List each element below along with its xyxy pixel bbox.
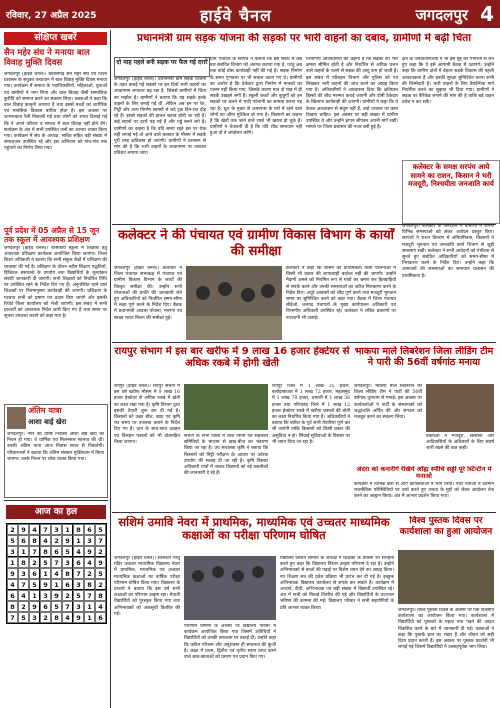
sudoku-cell: 5: [95, 568, 106, 579]
sudoku-cell: 7: [40, 524, 51, 535]
lead-headline: प्रधानमंत्री ग्राम सड़क योजना की सड़कों पर भारी वाहनों का दबाव, ग्रामीणों में बढ़ी चिंता: [137, 33, 471, 44]
kharif-headline: रायपुर संभाग में इस बार खरीफ में 9 लाख 16 हजार हेक्टेयर से अधिक रकबे में होगी खेती: [114, 346, 350, 369]
sudoku-cell: 1: [29, 590, 40, 601]
cpiml-col3: कार्यक्रम में विभिन्न क्षेत्रों से आए कार्यकर्ताओं ने भाग लिया। पार्टी नेताओं ने वर्तमान राजनीतिक परिस्थितियों पर चर्चा करते हुए जनता के मुद्दों को लेकर आंदोलन तेज करने का आह्वान किया। अंत में आभार प्रदर्शन किया गया।: [354, 482, 494, 500]
sudoku-cell: 3: [51, 524, 62, 535]
sudoku-cell: 2: [7, 524, 18, 535]
sudoku-cell: 9: [18, 524, 29, 535]
cpiml-photo: [426, 384, 494, 432]
sudoku-cell: 1: [84, 601, 95, 612]
sudoku-cell: 9: [95, 557, 106, 568]
column-rule: [110, 30, 111, 708]
sudoku-cell: 4: [7, 579, 18, 590]
right-box-headline: कलेक्टर के समक्ष सरपंच आये सामने का राशन, किसान ने भरी मजदूरी, निश्चयीता जनजाति कार्य: [402, 160, 500, 224]
sudoku-cell: 6: [18, 535, 29, 546]
lead-subhead: दो माह पहले बनी सड़क पर फैल गई दरारें: [114, 57, 210, 77]
sudoku-cell: 8: [29, 535, 40, 546]
kharif-col1: रायपुर (हाईवे चैनल)। रायपुर संभाग में इस वर्ष खरीफ मौसम में 9 लाख 16 हजार हेक्टेयर से अधिक रकबे में खेती का लक्ष्य रखा गया है। कृषि विभाग द्वारा इसकी तैयारी शुरू कर दी गई है। किसानों को उन्नत बीज, खाद एवं कृषि यंत्र समय पर उपलब्ध कराने के निर्देश दिए गए हैं। धान के साथ-साथ दलहन एवं तिलहन फसलों को भी प्रोत्साहित किया जाएगा।: [114, 384, 180, 445]
cpiml-subhead: अंदरा को कनारीगे रेखिये आँह्म स्पौचि सड्डी पूरे स्टिन्टीन में मनाओ: [356, 466, 492, 480]
sudoku-cell: 3: [62, 557, 73, 568]
sudoku-cell: 2: [62, 590, 73, 601]
obituary-name: आशा बाई खेरा: [28, 418, 67, 426]
sudoku-cell: 1: [62, 524, 73, 535]
sudoku-cell: 3: [7, 546, 18, 557]
sudoku-cell: 9: [84, 546, 95, 557]
sudoku-cell: 9: [40, 579, 51, 590]
lead-col4: क्षेत्र के जनप्रतिनिधियों ने भी इस मुद्दे को गंभीरता से लेते हुए कहा कि वे इसे आगामी बैठक में उठाएंगे। उन्होंने कहा कि ग्रामीण क्षेत्रों में बेहतर सड़कें विकास की पहली आवश्यकता हैं और इनकी सुरक्षा सुनिश्चित करना सभी की जिम्मेदारी है। भारी वाहनों के लिए वैकल्पिक मार्ग निर्धारित करने का सुझाव भी दिया गया। ग्रामीणों ने सड़क पर बैरिकेड लगाने की मांग की है ताकि बड़े वाहन प्रवेश न कर सकें।: [402, 57, 494, 106]
sudoku-cell: 6: [51, 546, 62, 557]
sudoku-cell: 8: [95, 590, 106, 601]
sudoku-cell: 9: [29, 601, 40, 612]
sudoku-cell: 3: [73, 579, 84, 590]
sudoku-cell: 6: [40, 601, 51, 612]
brief-story-headline: सैन महेर संघ ने मनाया बाल विवाह मुक्ति दिवस: [4, 48, 90, 68]
sudoku-cell: 5: [73, 590, 84, 601]
sudoku-cell: 9: [73, 612, 84, 623]
exam-result-headline: सशिमं उमावि नेवरा में प्राथमिक, माध्यमिक एवं उच्चतर माध्यमिक कक्षाओं का परीक्षा परिणाम घोषित: [118, 516, 390, 542]
sudoku-cell: 4: [95, 601, 106, 612]
sudoku-cell: 1: [7, 557, 18, 568]
sudoku-cell: 3: [40, 590, 51, 601]
sudoku-cell: 8: [73, 524, 84, 535]
sudoku-cell: 5: [29, 579, 40, 590]
sudoku-cell: 7: [95, 535, 106, 546]
kharif-col2: संभाग के सभी जिलों में बीज निगम एवं सहकारी समितियों के माध्यम से खाद-बीज का भंडारण किया जा रहा है। उप संचालक कृषि ने बताया कि किसानों को मिट्टी परीक्षण के आधार पर उर्वरक उपयोग की सलाह दी जा रही है। कृषि विस्तार अधिकारी गांवों में जाकर किसानों को नई तकनीकों की जानकारी दे रहे हैं।: [184, 434, 268, 477]
sudoku-cell: 2: [95, 579, 106, 590]
exam-col1: जगदलपुर (हाईवे चैनल)। सरस्वती शिशु मंदिर उच्चतर माध्यमिक विद्यालय नेवरा में प्राथमिक, माध्यमिक एवं उच्चतर माध्यमिक कक्षाओं का वार्षिक परीक्षा परिणाम घोषित किया गया। विद्यालय के प्राचार्य ने बताया कि इस वर्ष सभी कक्षाओं का परिणाम उत्कृष्ट रहा। मेधावी विद्यार्थियों को पुरस्कृत किया गया तथा अभिभावकों को अंकसूची वितरित की गई।: [114, 556, 180, 617]
field-photo: [184, 384, 268, 430]
collector-review-headline: कलेक्टर ने की पंचायत एवं ग्रामीण विकास विभाग के कार्यों की समीक्षा: [117, 228, 395, 259]
sudoku-cell: 7: [7, 612, 18, 623]
section-rule: [112, 512, 496, 513]
cpiml-col1: जगदलपुर। भाकपा माले लिबरेशन की जिला लीडिंग टीम ने पार्टी की 56वीं वर्षगांठ धूमधाम से मनाई। इस अवसर पर कार्यकर्ताओं ने पार्टी के संस्थापकों को श्रद्धांजलि अर्पित की और संगठन को मजबूत करने का संकल्प लिया।: [354, 384, 422, 421]
sudoku-cell: 1: [84, 612, 95, 623]
sudoku-cell: 3: [29, 612, 40, 623]
section-rule: [112, 342, 496, 343]
sudoku-cell: 8: [51, 612, 62, 623]
sudoku-cell: 7: [62, 601, 73, 612]
sudoku-cell: 5: [51, 601, 62, 612]
sudoku-cell: 3: [18, 568, 29, 579]
collector-col3: जगदलपुर। कलेक्टर के जनदर्शन में ग्रामीणों ने अपनी विभिन्न समस्याओं को लेकर आवेदन प्रस्तुत किए। सरपंचों ने राशन वितरण में अनियमितता, किसानों ने मजदूरी भुगतान एवं जनजाति कार्य विभाग से जुड़ी समस्याएं रखीं। कलेक्टर ने सभी आवेदनों को गंभीरता से सुनते हुए संबंधित अधिकारियों को समय-सीमा में निराकरण करने के निर्देश दिए। उन्होंने कहा कि आमजनों की समस्याओं का समाधान प्रशासन की प्राथमिकता है।: [402, 224, 494, 279]
page-number: 4: [480, 2, 494, 26]
book-day-photo: [398, 550, 494, 604]
obituary-body: जगदलपुर। नगर की वरिष्ठ निवासी आशा बाई खेरा का निधन हो गया। वे धार्मिक एवं मिलनसार स्वभाव की थीं। उनकी अंतिम यात्रा आज निवास स्थान से निकलेगी। परिवारजनों ने बताया कि अंतिम संस्कार मुक्तिधाम में किया जाएगा। उनके निधन पर शोक व्यक्त किया गया।: [7, 432, 104, 462]
sudoku-cell: 2: [29, 557, 40, 568]
sudoku-cell: 1: [51, 579, 62, 590]
exam-col2: परिणाम घोषणा के अवसर पर विद्यालय परिसर में कार्यक्रम आयोजित किया गया जिसमें अतिथियों ने विद्यार्थियों को उनकी सफलता पर बधाई दी। उन्होंने कहा कि कठिन परिश्रम और अनुशासन ही सफलता की कुंजी है। कक्षा में प्रथम, द्वितीय एवं तृतीय स्थान प्राप्त करने वाले छात्र-छात्राओं को प्रमाण पत्र प्रदान किए गए।: [184, 624, 276, 661]
sudoku-cell: 4: [51, 568, 62, 579]
sudoku-cell: 5: [95, 524, 106, 535]
sudoku-cell: 2: [51, 535, 62, 546]
collector-col1: जगदलपुर (हाईवे चैनल)। कलेक्टर ने जिला पंचायत सभाकक्ष में पंचायत एवं ग्रामीण विकास विभाग के कार्यों की विस्तृत समीक्षा की। उन्होंने सभी योजनाओं की प्रगति की जानकारी लेते हुए अधिकारियों को निर्धारित समय-सीमा में लक्ष्य पूर्ण करने के निर्देश दिए। बैठक में प्रधानमंत्री आवास योजना, मनरेगा एवं स्वच्छ भारत मिशन की समीक्षा हुई।: [114, 266, 182, 321]
sudoku-cell: 2: [40, 612, 51, 623]
sudoku-cell: 6: [62, 579, 73, 590]
book-day-body: जगदलपुर। विश्व पुस्तक दिवस के अवसर पर एक दिवसीय कार्यशाला का आयोजन किया गया। कार्यशाला में विद्यार्थियों को पुस्तकों के महत्व तथा पढ़ने की आदत विकसित करने के बारे में जानकारी दी गई। वक्ताओं ने कहा कि पुस्तकें ज्ञान का भंडार हैं और जीवन को सही दिशा प्रदान करती हैं। इस अवसर पर पुस्तक प्रदर्शनी भी लगाई गई जिसमें विद्यार्थियों ने उत्साहपूर्वक भाग लिया।: [398, 608, 494, 651]
sudoku-cell: 3: [73, 601, 84, 612]
sudoku-cell: 6: [7, 590, 18, 601]
sudoku-cell: 2: [95, 546, 106, 557]
sudoku-cell: 8: [7, 601, 18, 612]
sudoku-cell: 9: [62, 535, 73, 546]
obituary-photo: [7, 407, 26, 429]
masthead: [0, 0, 500, 28]
sudoku-cell: 4: [73, 546, 84, 557]
sudoku-cell: 2: [84, 568, 95, 579]
sudoku-cell: 1: [18, 546, 29, 557]
sudoku-puzzle: [6, 505, 106, 703]
obituary-label: अंतिम यात्रा: [28, 406, 62, 415]
book-day-headline: विश्व पुस्तक दिवस पर कार्यशाला का हुआ आयोजन: [399, 516, 493, 537]
exam-col3: विद्यालय प्रबंधन समिति के अध्यक्ष ने शिक्षकों के प्रयासों की सराहना करते हुए कहा कि विद्यालय निरंतर उत्कृष्ट परिणाम दे रहा है। उन्होंने अभिभावकों से बच्चों की पढ़ाई पर विशेष ध्यान देने का आग्रह किया। नए शिक्षण सत्र की प्रवेश प्रक्रिया भी प्रारंभ कर दी गई है। इच्छुक अभिभावक विद्यालय कार्यालय से संपर्क कर सकते हैं। कार्यक्रम में आचार्य, दीदी, अभिभावक एवं बड़ी संख्या में विद्यार्थी उपस्थित रहे। अंत में सभी को मिठाई वितरित की गई और विद्यार्थियों के उज्ज्वल भविष्य की कामना की गई। विद्यालय परिवार ने सभी सहयोगियों के प्रति आभार व्यक्त किया।: [280, 556, 394, 611]
lead-col2: ग्राम पंचायत के सरपंच ने बताया कि इस संबंध में कई बार संबंधित विभाग को अवगत कराया गया है, परंतु अब तक कोई ठोस कार्यवाही नहीं की गई है। सड़क निर्माण के समय गुणवत्ता पर भी सवाल उठाए गए थे। ग्रामीणों का आरोप है कि ठेकेदार द्वारा निर्माण में मानकों का पालन नहीं किया गया, जिसके कारण मात्र दो माह में ही सड़कें उखड़ने लगी हैं। स्कूली बच्चों और बुजुर्गों को इन सड़कों पर चलने में भारी परेशानी का सामना करना पड़ रहा है। धूल के गुबार से आसपास के घरों में रहने वाले लोगों का जीना मुश्किल हो गया है। किसानों का कहना है कि खेतों तक जाने वाले रास्ते भी खराब हो चुके हैं। ग्रामीणों ने चेतावनी दी है कि यदि शीघ्र समाधान नहीं हुआ तो वे आंदोलन करेंगे।: [210, 57, 302, 137]
section-rule: [4, 500, 108, 501]
sudoku-cell: 4: [18, 590, 29, 601]
sudoku-cell: 2: [18, 601, 29, 612]
sudoku-cell: 4: [84, 557, 95, 568]
sudoku-cell: 4: [62, 612, 73, 623]
sudoku-cell: 8: [40, 546, 51, 557]
sudoku-cell: 8: [18, 557, 29, 568]
sudoku-cell: 7: [84, 590, 95, 601]
exam-photo: [184, 556, 276, 620]
sudoku-cell: 5: [18, 612, 29, 623]
sudoku-cell: 7: [51, 557, 62, 568]
sudoku-cell: 9: [51, 590, 62, 601]
sudoku-cell: 4: [29, 524, 40, 535]
sudoku-grid: [6, 523, 107, 624]
brief-story-body: जगदलपुर (हाईवे चैनल)। छत्तीसगढ़ सैन महेर संघ एवं जिला प्रशासन के संयुक्त तत्वाधान में बाल विवाह मुक्ति दिवस मनाया गया। कार्यक्रम में समाज के पदाधिकारियों, महिलाओं, युवाओं एवं ग्रामीणों ने भाग लिया और बाल विवाह जैसी सामाजिक कुरीति को समाप्त करने का संकल्प लिया। वक्ताओं ने कहा कि बाल विवाह कानूनी अपराध है तथा इससे बच्चों का शारीरिक एवं मानसिक विकास बाधित होता है। इस अवसर पर जागरूकता रैली निकाली गई तथा लोगों को शपथ दिलाई गई कि वे अपने परिवार व समाज में बाल विवाह नहीं होने देंगे। कार्यक्रम के अंत में सभी उपस्थित जनों का आभार व्यक्त किया गया। कार्यक्रम में संघ के अध्यक्ष, सचिव सहित बड़ी संख्या में समाजजन उपस्थित रहे और इस अभियान को गांव-गांव तक पहुंचाने का निर्णय लिया गया।: [4, 72, 107, 152]
brief-story2-headline: पूर्व प्रदेश में 05 अप्रैल से 15 जून तक स्कूल में आवश्यक प्रशिक्षण: [4, 226, 100, 244]
sudoku-cell: 7: [18, 579, 29, 590]
meeting-photo: [186, 266, 282, 340]
lead-col3: विभागीय अधिकारियों का कहना है कि सड़कों की भार क्षमता सीमित होती है और निर्धारित से अधिक वजन वाले वाहनों के चलने से सड़क की आयु कम हो जाती है। इस संबंध में परिवहन विभाग और पुलिस को पत्र लिखकर भारी वाहनों की जांच करने का आग्रह किया गया है। अधिकारियों ने आश्वासन दिया कि क्षतिग्रस्त हिस्सों की शीघ्र मरम्मत कराई जाएगी और दोषी ठेकेदार के खिलाफ कार्यवाही की जाएगी। ग्रामीणों ने कहा कि वे केवल आश्वासन से संतुष्ट नहीं हैं, उन्हें धरातल पर काम दिखना चाहिए। इस अवसर पर बड़ी संख्या में ग्रामीण उपस्थित थे और उन्होंने ज्ञापन सौंपकर अपनी मांगें रखीं। मामले पर जिला प्रशासन की नजर बनी हुई है।: [306, 57, 398, 131]
sudoku-cell: 6: [84, 524, 95, 535]
sudoku-cell: 8: [84, 579, 95, 590]
brand-title: हाईवे चैनल: [200, 6, 272, 25]
sudoku-cell: 7: [73, 568, 84, 579]
sudoku-cell: 9: [7, 568, 18, 579]
collector-col2: कलेक्टर ने कहा कि शासन की प्राथमिकता वाली योजनाओं में किसी भी प्रकार की लापरवाही बर्दाश्त नहीं की जाएगी। उन्होंने मैदानी अमले को नियमित रूप से गांवों का भ्रमण कर हितग्राहियों से संपर्क करने और उनकी समस्याओं का त्वरित निराकरण करने के निर्देश दिए। अधूरे आवासों को शीघ्र पूर्ण करने तथा मजदूरी भुगतान समय पर सुनिश्चित करने को कहा गया। बैठक में जिला पंचायत सीईओ, जनपद पंचायतों के मुख्य कार्यपालन अधिकारी एवं विभागीय अधिकारी उपस्थित रहे। कलेक्टर ने लंबित प्रकरणों पर नाराजगी भी जताई।: [286, 266, 396, 321]
kharif-col3: रायपुर जिले में 1 लाख 35 हजार, बलौदाबाजार में 1 लाख 72 हजार, महासमुंद में 1 लाख 78 हजार, धमतरी में 1 लाख 38 हजार तथा गरियाबंद जिले में 1 लाख 12 हजार हेक्टेयर रकबे में खरीफ फसलों की बोनी का लक्ष्य निर्धारित किया गया है। अधिकारियों ने बताया कि बारिश के पूर्व सभी तैयारियां पूर्ण कर ली जाएंगी ताकि किसानों को किसी प्रकार की असुविधा न हो। सिंचाई सुविधाओं के विस्तार पर भी ध्यान दिया जा रहा है।: [272, 384, 350, 445]
lead-col1: जगदलपुर (हाईवे चैनल)। प्रधानमंत्री ग्राम सड़क योजना के तहत बनाई गई सड़कों पर इन दिनों भारी वाहनों का आवागमन लगातार बढ़ रहा है, जिससे ग्रामीणों में चिंता का माहौल है। ग्रामीणों ने बताया कि यह सड़कें हल्के वाहनों के लिए बनाई गई थीं, लेकिन अब इन पर रेत, गिट्टी और अन्य निर्माण सामग्री से लदे ट्रक दिन-रात दौड़ रहे हैं। इससे सड़कों की हालत खराब होती जा रही है। कई स्थानों पर दरारें पड़ गई हैं और गड्ढे बनने लगे हैं। ग्रामीणों का कहना है कि यदि समय रहते इस पर रोक नहीं लगाई गई तो आने वाले बरसात के मौसम में सड़कें पूरी तरह क्षतिग्रस्त हो जाएंगी। ग्रामीणों ने प्रशासन से मांग की है कि भारी वाहनों के आवागमन पर तत्काल प्रतिबंध लगाया जाए।: [114, 77, 206, 157]
city-name: जगदलपुर: [415, 6, 468, 24]
sudoku-cell: 3: [84, 535, 95, 546]
sudoku-cell: 5: [7, 535, 18, 546]
sudoku-cell: 5: [40, 557, 51, 568]
sudoku-cell: 1: [73, 535, 84, 546]
brief-story2-body: जगदलपुर (हाईवे चैनल)। शासकीय स्कूलों में शिक्षकों हेतु आवश्यक प्रशिक्षण कार्यक्रम आयोजित किया जाएगा। जिला शिक्षा अधिकारी ने बताया कि सभी संकुल केंद्रों में प्रशिक्षण की व्यवस्था की गई है। प्रशिक्षण के दौरान नवीन शिक्षण पद्धतियों, डिजिटल संसाधनों के उपयोग तथा विद्यार्थियों के मूल्यांकन संबंधी जानकारी दी जाएगी। सभी शिक्षकों को निर्धारित तिथि पर उपस्थित रहने के निर्देश दिए गए हैं। अनुपस्थित रहने वाले शिक्षकों पर नियमानुसार कार्यवाही की जाएगी। प्रशिक्षण के पश्चात सभी को प्रमाण पत्र प्रदान किए जाएंगे और इसकी रिपोर्ट जिला कार्यालय को भेजी जाएगी। इस संबंध में सभी प्राचार्यों को आवश्यक निर्देश जारी किए गए हैं तथा समय पर सूचना उपलब्ध कराने को कहा गया है।: [4, 246, 107, 320]
sudoku-cell: 6: [95, 612, 106, 623]
issue-date: रविवार, 27 अप्रैल 2025: [6, 11, 97, 21]
sudoku-cell: 1: [40, 568, 51, 579]
sudoku-cell: 4: [40, 535, 51, 546]
sudoku-cell: 6: [29, 568, 40, 579]
brief-news-label: संक्षिप्त खबरें: [4, 32, 107, 45]
sudoku-cell: 8: [62, 568, 73, 579]
cpiml-headline: भाकपा माले लिबरेशन जिला लीडिंग टीम ने पारी की 56वीं वर्षगांठ मनाया: [354, 346, 494, 368]
sudoku-cell: 5: [62, 546, 73, 557]
cpiml-col2: वक्ताओं ने मजदूरों, किसानों और आदिवासियों के अधिकारों के लिए संघर्ष जारी रखने की बात कही।: [426, 434, 494, 452]
sudoku-title: आज का हल: [6, 505, 106, 519]
sudoku-cell: 6: [73, 557, 84, 568]
sudoku-cell: 7: [29, 546, 40, 557]
